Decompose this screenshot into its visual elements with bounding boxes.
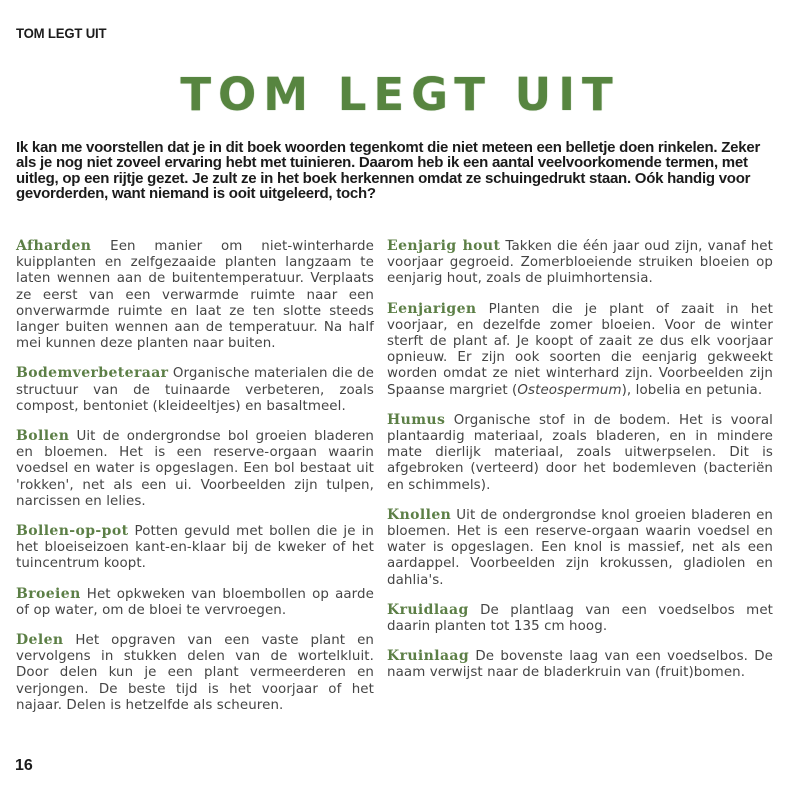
glossary-definition-part: Osteospermum: [517, 382, 622, 398]
page-number: 16: [15, 757, 33, 774]
glossary-term: Afharden: [16, 238, 92, 254]
glossary-term: Kruidlaag: [387, 601, 469, 618]
glossary-definition-part: ), lobelia en petunia.: [621, 382, 763, 398]
glossary-term: Bollen: [16, 428, 70, 445]
glossary-entry: [16, 428, 374, 510]
glossary-definition: De bovenste laag van een voedselbos. De naam verwijst naar de bladerkruin van (fruit)bomen.: [387, 649, 774, 681]
glossary-entry: [387, 238, 773, 288]
glossary-entry: [16, 632, 374, 714]
glossary-definition-part: Planten die je plant of zaait in het voorjaar, en dezelfde zomer bloeien. Voor de winter sterft de plant af. Je koopt of zaait ze dus elk voorjaar opnieuw. Er zijn ook soorten die eenjarig gekweekt worden omdat ze niet winterhard zijn. Voorbeelden zijn Spaanse margriet (: [387, 301, 773, 398]
glossary-entry: [387, 412, 773, 494]
glossary-definition: Het opgraven van een vaste plant en vervolgens in stukken delen van de wortelkluit. Door delen kun je een plant vermeerderen en verjongen. De beste tijd is het voorjaar of het najaar. Delen is hetzelfde als scheuren.: [16, 633, 375, 713]
running-header: TOM LEGT UIT: [16, 25, 107, 41]
glossary-entry: [387, 507, 773, 589]
glossary-entry: [16, 523, 374, 573]
glossary-right-column: [387, 238, 773, 695]
glossary-definition: De plantlaag van een voedselbos met daarin planten tot 135 cm hoog.: [387, 602, 774, 635]
glossary-definition: Uit de ondergrondse knol groeien bladeren en bloemen. Het is een reserve-orgaan waarin voedsel en water is opgeslagen. Een knol is massief, net als een aardappel. Voorbeelden zijn krokussen, gladiolen en dahlia's.: [387, 507, 773, 588]
glossary-term: Broeien: [16, 585, 81, 602]
glossary-definition: Takken die één jaar oud zijn, vanaf het voorjaar gegroeid. Zomerbloeiende struiken bloeien op eenjarig hout, zoals de pluimhortensia.: [387, 239, 773, 287]
glossary-definition: Potten gevuld met bollen die je in het bloeiseizoen kant-en-klaar bij de kweker of het tuincentrum koopt.: [16, 524, 375, 572]
glossary-definition: Organische materialen die de structuur van de tuinaarde verbeteren, zoals compost, bentoniet (kleideeltjes) en basaltmeel.: [16, 366, 374, 414]
intro-paragraph: Ik kan me voorstellen dat je in dit boek woorden tegenkomt die niet meteen een belletje doen rinkelen. Zeker als je nog niet zoveel ervaring hebt met tuinieren. Daarom heb ik een aantal veelvoorkomende termen, met uitleg, op een rijtje gezet. Je zult ze in het boek herkennen omdat ze schuingedrukt staan. Oók handig voor gevorderden, want niemand is ooit uitgeleerd, toch?: [16, 139, 761, 202]
glossary-entry: [16, 238, 374, 352]
glossary-term: Delen: [16, 632, 64, 649]
glossary-definition: Organische stof in de bodem. Het is vooral plantaardig materiaal, zoals bladeren, en in mindere mate dierlijk materiaal, zoals uitwerpselen. Dit is afgebroken (verteerd) door het bodemleven (bacteriën en schimmels).: [387, 412, 773, 493]
glossary-entry: [387, 602, 773, 635]
glossary-entry: [387, 648, 773, 681]
glossary-left-column: [16, 238, 374, 727]
glossary-definition: Uit de ondergrondse bol groeien bladeren en bloemen. Het is een reserve-orgaan waarin voedsel en water is opgeslagen. Een bol bestaat uit 'rokken', net als een ui. Voorbeelden zijn tulpen, narcissen en lelies.: [16, 429, 375, 509]
glossary-term: Humus: [387, 411, 446, 428]
glossary-entry: [387, 301, 773, 399]
glossary-definition: Het opkweken van bloembollen op aarde of op water, om de bloei te vervroegen.: [16, 586, 374, 618]
glossary-term: Bollen-op-pot: [16, 523, 129, 540]
page-title: TOM LEGT UIT: [180, 68, 620, 121]
glossary-term: Eenjarig hout: [387, 238, 501, 254]
glossary-definition: Een manier om niet-winterharde kuipplanten en zelfgezaaide planten langzaam te laten wennen aan de buitentemperatuur. Verplaats ze eerst van een verwarmde ruimte naar een onverwarmde ruimte en laat ze ten slotte steeds langer buiten wennen aan de temperatuur. Na half mei kunnen deze planten naar buiten.: [16, 239, 374, 352]
glossary-term: Bodemverbeteraar: [16, 365, 169, 382]
glossary-entry: [16, 365, 374, 415]
glossary-term: Eenjarigen: [387, 300, 477, 317]
glossary-term: Knollen: [387, 506, 452, 523]
glossary-term: Kruinlaag: [387, 648, 470, 665]
glossary-entry: [16, 586, 374, 619]
